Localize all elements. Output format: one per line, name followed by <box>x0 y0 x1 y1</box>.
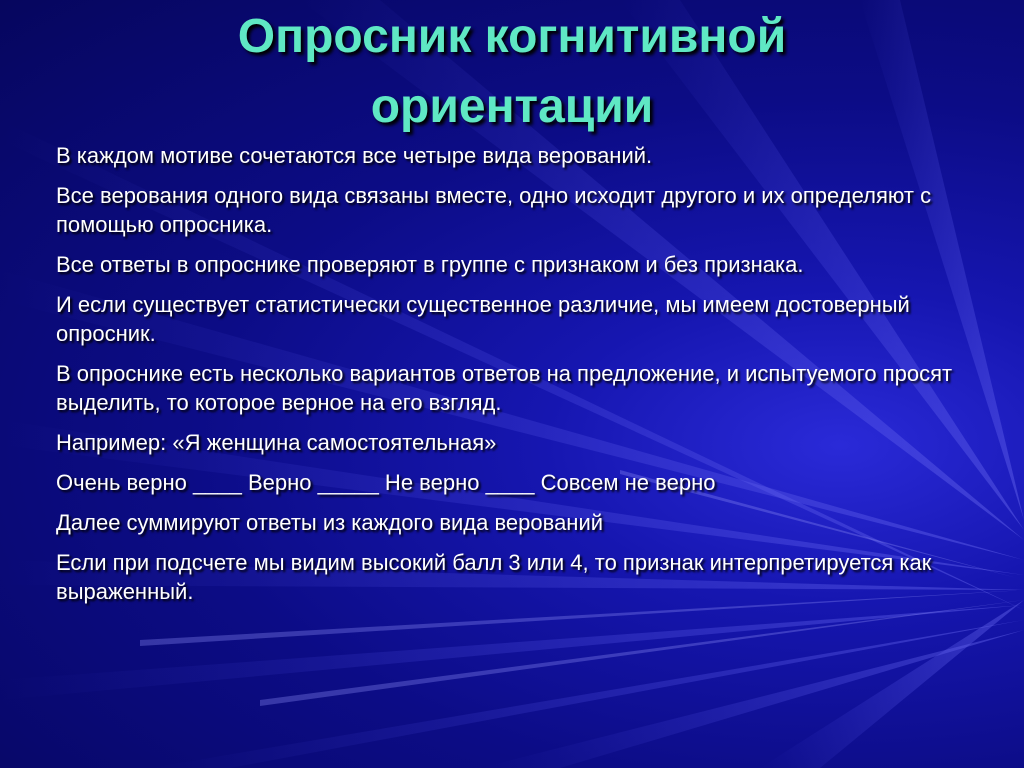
slide-body <box>56 141 976 617</box>
paragraph: В опроснике есть несколько вариантов ответов на предложение, и испытуемого просят выделить, то которое верное на его взгляд. <box>56 361 953 415</box>
paragraph: Если при подсчете мы видим высокий балл 3 или 4, то признак интерпретируется как выраженный. <box>56 550 932 604</box>
slide-title <box>0 2 1024 142</box>
paragraph: В каждом мотиве сочетаются все четыре вида верований. <box>56 143 653 168</box>
paragraph: Далее суммируют ответы из каждого вида верований <box>56 510 604 535</box>
paragraph: Очень верно ____ Верно _____ Не верно ____ Совсем не верно <box>56 470 716 495</box>
paragraph: Все ответы в опроснике проверяют в группе с признаком и без признака. <box>56 252 804 277</box>
paragraph: Все верования одного вида связаны вместе, одно исходит другого и их определяют с помощью опросника. <box>56 183 932 237</box>
title-line-1: Опросник когнитивной <box>237 10 787 63</box>
paragraph: И если существует статистически существенное различие, мы имеем достоверный опросник. <box>56 292 910 346</box>
paragraph: Например: «Я женщина самостоятельная» <box>56 430 497 455</box>
title-line-2: ориентации <box>370 80 654 133</box>
